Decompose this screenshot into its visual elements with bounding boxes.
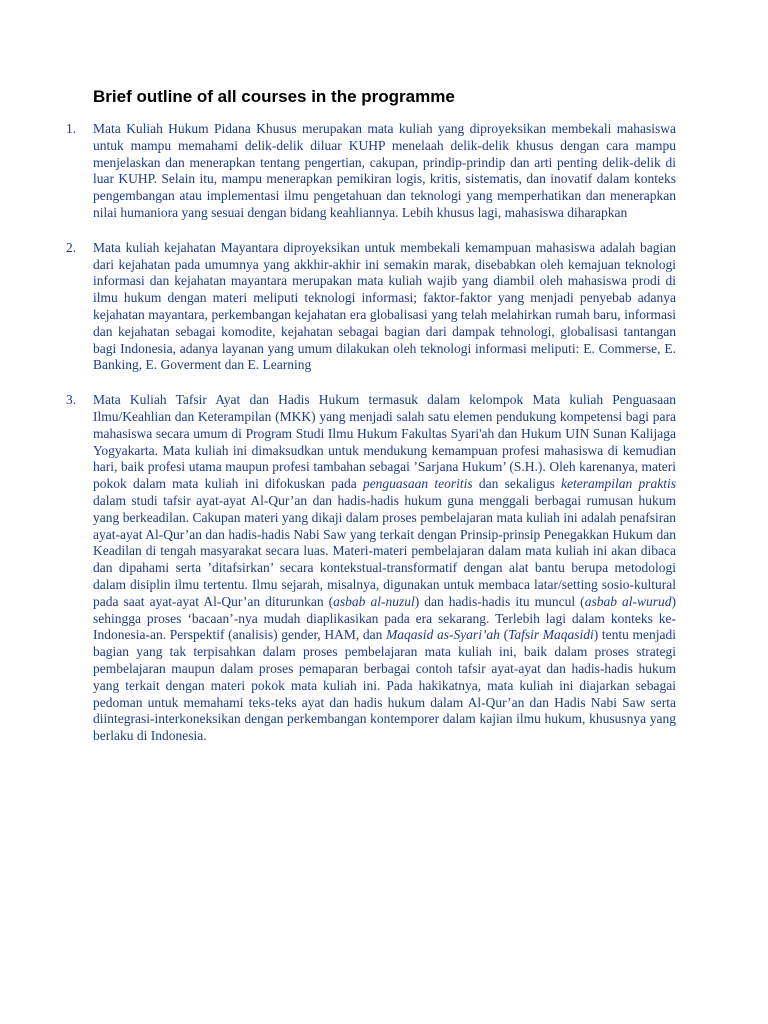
course-description [93, 392, 676, 743]
course-number: 3. [66, 392, 77, 408]
italic-term: Maqasid as-Syari’ah [386, 627, 500, 643]
italic-term: asbab al-nuzul [333, 593, 415, 609]
text-run: Mata kuliah kejahatan Mayantara diproyeksikan untuk membekali kemampuan mahasiswa adalah bagian dari kejahatan pada umumnya yang akkhir-akhir ini semakin marak, disebabkan oleh kemajuan teknologi informasi dan kejahatan mayantara merupakan mata kuliah wajib yang diambil oleh mahasiswa prodi di ilmu hukum dengan materi meliputi teknologi informasi; faktor-faktor yang menjadi penyebab adanya kejahatan mayantara, perkembangan kejahatan era globalisasi yang telah melahirkan rumah baru, informasi dan kejahatan sebagai komodite, kejahatan sebagai bagian dari dampak tehnologi, globalisasi tantangan bagi Indonesia, adanya layanan yang umum dilakukan oleh teknologi informasi meliputi: E. Commerse, E. Banking, E. Goverment dan E. Learning [93, 239, 676, 373]
course-item-3 [66, 392, 676, 745]
course-number: 1. [66, 121, 77, 136]
italic-term: keterampilan praktis [561, 476, 676, 492]
text-run: ) tentu menjadi bagian yang tak terpisahkan dalam proses pembelajaran mata kuliah ini, baik dalam proses strategi pembelajaran maupun dalam proses pemaparan berbagai contoh tafsir ayat-ayat dan hadis-hadis hukum yang terkait dengan materi pokok mata kuliah ini. Pada hakikatnya, mata kuliah ini diajarkan sebagai pedoman untuk memahami teks-teks ayat dan hadis hukum dalam Al-Qur’an dan Hadis Nabi Saw serta diintegrasi-interkoneksikan dengan perkembangan kontemporer dalam kajian ilmu hukum, khususnya yang berlaku di Indonesia. [93, 627, 676, 744]
italic-term: penguasaan teoritis [362, 476, 473, 492]
italic-term: Tafsir Maqasidi [508, 627, 594, 643]
course-description [93, 121, 676, 220]
text-run: ( [499, 627, 509, 643]
text-run: Mata Kuliah Tafsir Ayat dan Hadis Hukum termasuk dalam kelompok Mata kuliah Penguasaan Ilmu/Keahlian dan Keterampilan (MKK) yang menjadi salah satu elemen pendukung kompetensi bagi para mahasiswa secara umum di Program Studi Ilmu Hukum Fakultas Syari'ah dan Hukum UIN Sunan Kalijaga Yogyakarta. Mata kuliah ini dimaksudkan untuk mendukung kemampuan profesi mahasiswa di kemudian hari, baik profesi utama maupun profesi tambahan sebagai ’Sarjana Hukum’ (S.H.). Oleh karenanya, materi pokok dalam mata kuliah ini difokuskan pada [93, 392, 676, 492]
text-run: dan sekaligus [472, 476, 562, 492]
text-run: Mata Kuliah Hukum Pidana Khusus merupakan mata kuliah yang diproyeksikan membekali mahasiswa untuk mampu memahami delik-delik diluar KUHP menelaah delik-delik khusus dengan cara mampu menjelaskan dan menerapkan tentang pengertian, cakupan, prindip-prindip dan arti penting delik-delik di luar KUHP. Selain itu, mampu menerapkan pemikiran logis, kritis, sistematis, dan inovatif dalam konteks pengembangan atau implementasi ilmu pengetahuan dan teknologi yang memperhatikan dan menerapkan nilai humaniora yang sesuai dengan bidang keahliannya. Lebih khusus lagi, mahasiswa diharapkan [93, 121, 676, 220]
course-number: 2. [66, 239, 77, 255]
page-title: Brief outline of all courses in the programme [93, 87, 455, 106]
text-run: ) dan hadis-hadis itu muncul ( [414, 593, 585, 609]
course-description [93, 240, 676, 373]
course-list [66, 121, 676, 763]
italic-term: asbab al-wurud [584, 593, 672, 609]
text-run: dalam studi tafsir ayat-ayat Al-Qur’an dan hadis-hadis hukum guna menggali berbagai rumusan hukum yang berkeadilan. Cakupan materi yang dikaji dalam proses pembelajaran mata kuliah ini adalah penafsiran ayat-ayat Al-Qur’an dan hadis-hadis Nabi Saw yang terkait dengan Prinsip-prinsip Penegakkan Hukum dan Keadilan di tengah masyarakat secara luas. Materi-materi pembelajaran dalam mata kuliah ini akan dibaca dan dipahami serta ’ditafsirkan’ secara kontekstual-transformatif dengan alat bantu berupa metodologi dalam disiplin ilmu tertentu. Ilmu sejarah, misalnya, digunakan untuk membaca latar/setting sosio-kultural pada saat ayat-ayat Al-Qur’an diturunkan ( [93, 492, 676, 609]
course-item-1 [66, 121, 676, 222]
course-item-2 [66, 240, 676, 374]
text-run: ) sehingga proses ‘bacaan’-nya mudah diaplikasikan pada era sekarang. Terlebih lagi dalam konteks ke-Indonesia-an. Perspektif (analisis) gender, HAM, dan [93, 593, 676, 643]
